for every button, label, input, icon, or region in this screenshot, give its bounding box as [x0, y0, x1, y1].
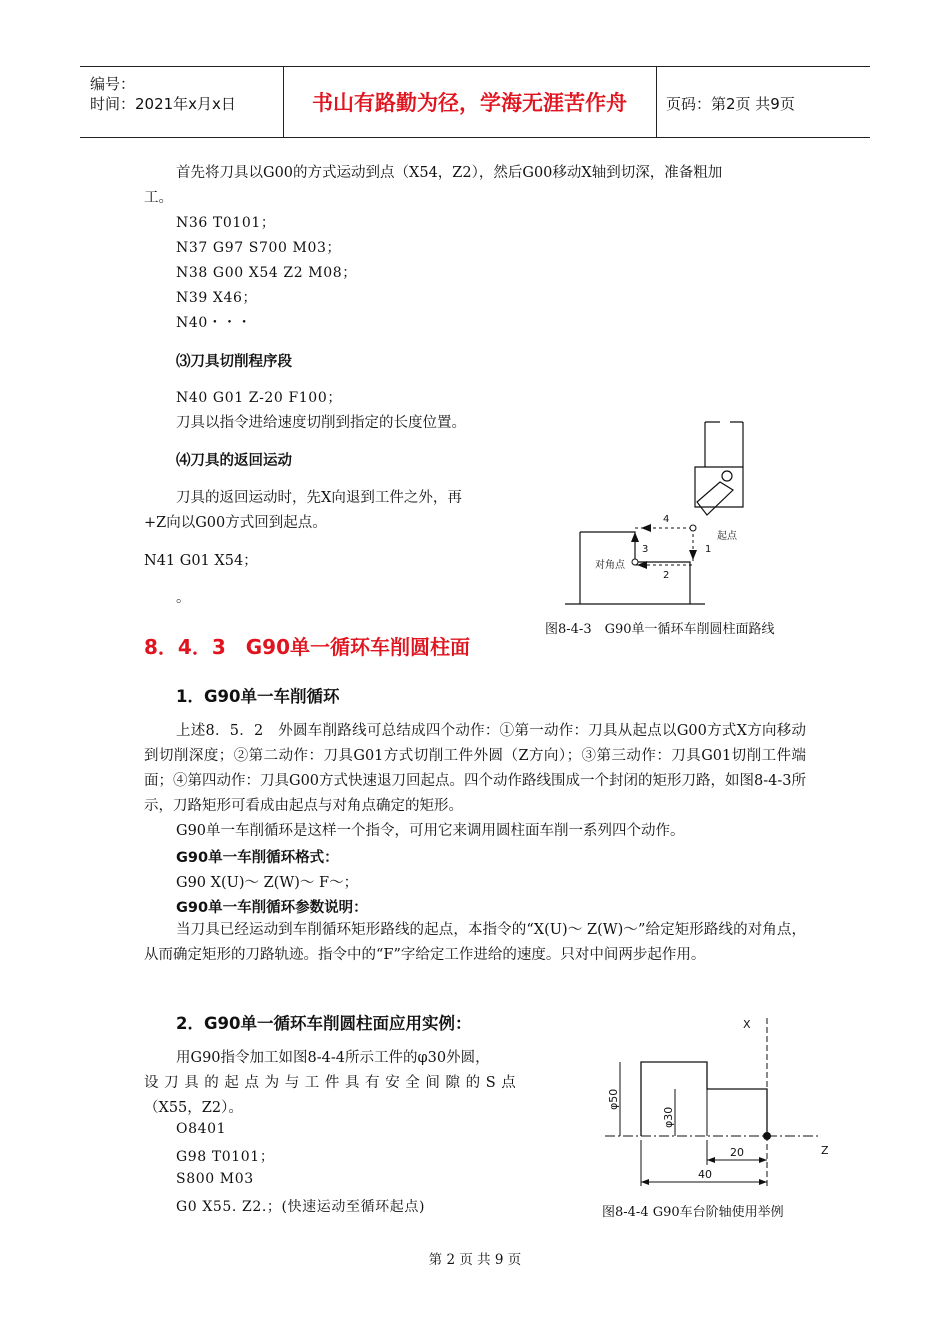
example-line-3: （X55，Z2）。	[144, 1100, 243, 1116]
label-1: 1	[705, 544, 712, 555]
code-line: N38 G00 X54 Z2 M08；	[176, 265, 357, 281]
code-line: S800 M03	[176, 1171, 254, 1187]
label-4: 4	[663, 514, 670, 525]
arrow-4	[641, 524, 651, 532]
subsection-2-title: 2．G90单一循环车削圆柱面应用实例：	[176, 1014, 472, 1033]
page-header	[80, 66, 870, 138]
motto: 书山有路勤为径，学海无涯苦作舟	[283, 67, 657, 137]
z-axis-label: Z	[821, 1144, 829, 1157]
origin-marker	[763, 1132, 771, 1140]
param-text: 当刀具已经运动到车削循环矩形路线的起点，本指令的“X(U)～ Z(W)～”给定矩形路线的对角点，从而确定矩形的刀路轨迹。指令中的“F”字给定工作进给的速度。只对中间两步起作用。	[144, 922, 806, 963]
code-line: N37 G97 S700 M03；	[176, 240, 342, 256]
tool-screw	[722, 471, 732, 481]
header-info-cell	[80, 67, 284, 137]
section-title: 8．4．3 G90单一循环车削圆柱面	[144, 635, 470, 659]
dim-arrow	[707, 1157, 715, 1163]
code-line: O8401	[176, 1121, 227, 1137]
label-3: 3	[642, 544, 649, 555]
shaft-outline	[641, 1062, 767, 1136]
x-axis-label: X	[743, 1018, 751, 1031]
format-syntax: G90 X(U)～ Z(W)～ F～；	[176, 875, 359, 891]
figure-8-4-4-caption: 图8-4-4 G90车台阶轴使用举例	[602, 1205, 784, 1220]
section-3-code: N40 G01 Z-20 F100；	[176, 390, 342, 406]
code-line: N40・・・	[176, 315, 252, 331]
intro-line-1: 首先将刀具以G00的方式运动到点（X54，Z2），然后G00移动X轴到切深，准备粗加	[176, 165, 723, 181]
section-4-dot: 。	[176, 590, 191, 606]
dim-20-label: 20	[730, 1146, 744, 1159]
section-4-code: N41 G01 X54；	[144, 553, 258, 569]
tool-holder-outline	[705, 422, 743, 467]
tool-holder-body	[695, 467, 743, 507]
subsection-1-paragraph-2: G90单一车削循环是这样一个指令，可用它来调用圆柱面车削一系列四个动作。	[176, 823, 685, 839]
page-code: 页码：第2页 共9页	[666, 95, 795, 113]
label-2: 2	[663, 570, 670, 581]
section-3-text: 刀具以指令进给速度切削到指定的长度位置。	[176, 415, 466, 431]
number-label: 编号：	[90, 75, 136, 93]
intro-line-2: 工。	[144, 190, 173, 206]
dim-d50-label: φ50	[607, 1088, 620, 1110]
start-label: 起点	[717, 531, 737, 542]
param-title: G90单一车削循环参数说明：	[176, 900, 368, 916]
start-point-marker	[690, 525, 696, 531]
dim-arrow	[759, 1179, 767, 1185]
code-line: G98 T0101；	[176, 1149, 275, 1165]
example-line-1: 用G90指令加工如图8-4-4所示工件的φ30外圆，	[176, 1050, 490, 1066]
diagonal-label: 对角点	[595, 560, 625, 571]
section-4-line-1: 刀具的返回运动时，先X向退到工件之外，再	[176, 490, 462, 506]
section-4-line-2: +Z向以G00方式回到起点。	[144, 515, 327, 531]
subsection-1-title: 1．G90单一车削循环	[176, 687, 340, 706]
dim-arrow	[641, 1179, 649, 1185]
example-line-2: 设刀具的起点为与工件具有安全间隙的S点	[144, 1075, 522, 1091]
section-3-title: ⑶刀具切削程序段	[176, 354, 292, 370]
subsection-1-paragraph-1: 上述8．5．2 外圆车削路线可总结成四个动作：①第一动作：刀具从起点以G00方式X方向移动到切削深度；②第二动作：刀具G01方式切削工件外圆（Z方向）；③第三动作：刀具G01切削工件端面；④第四动作：刀具G00方式快速退刀回起点。四个动作路线围成一个封闭的矩形刀路，如图8-4-3所示，刀路矩形可看成由起点与对角点确定的矩形。	[144, 723, 807, 814]
dim-arrow	[759, 1157, 767, 1163]
section-4-title: ⑷刀具的返回运动	[176, 453, 292, 469]
figure-8-4-3	[545, 412, 785, 612]
time-label: 时间：2021年x月x日	[90, 95, 236, 113]
diagonal-point-marker	[632, 559, 638, 565]
arrow-3	[631, 532, 639, 542]
dim-d30-label: φ30	[662, 1106, 675, 1128]
tool-insert	[697, 482, 733, 515]
code-line: N39 X46；	[176, 290, 258, 306]
dim-40-label: 40	[698, 1168, 712, 1181]
arrow-1	[689, 550, 697, 560]
figure-8-4-4	[595, 1010, 845, 1195]
code-line: G0 X55. Z2.；(快速运动至循环起点)	[176, 1199, 426, 1215]
figure-8-4-3-caption: 图8-4-3 G90单一循环车削圆柱面路线	[545, 622, 775, 637]
code-line: N36 T0101；	[176, 215, 276, 231]
page-footer: 第 2 页 共 9 页	[428, 1252, 522, 1268]
format-title: G90单一车削循环格式：	[176, 850, 339, 866]
